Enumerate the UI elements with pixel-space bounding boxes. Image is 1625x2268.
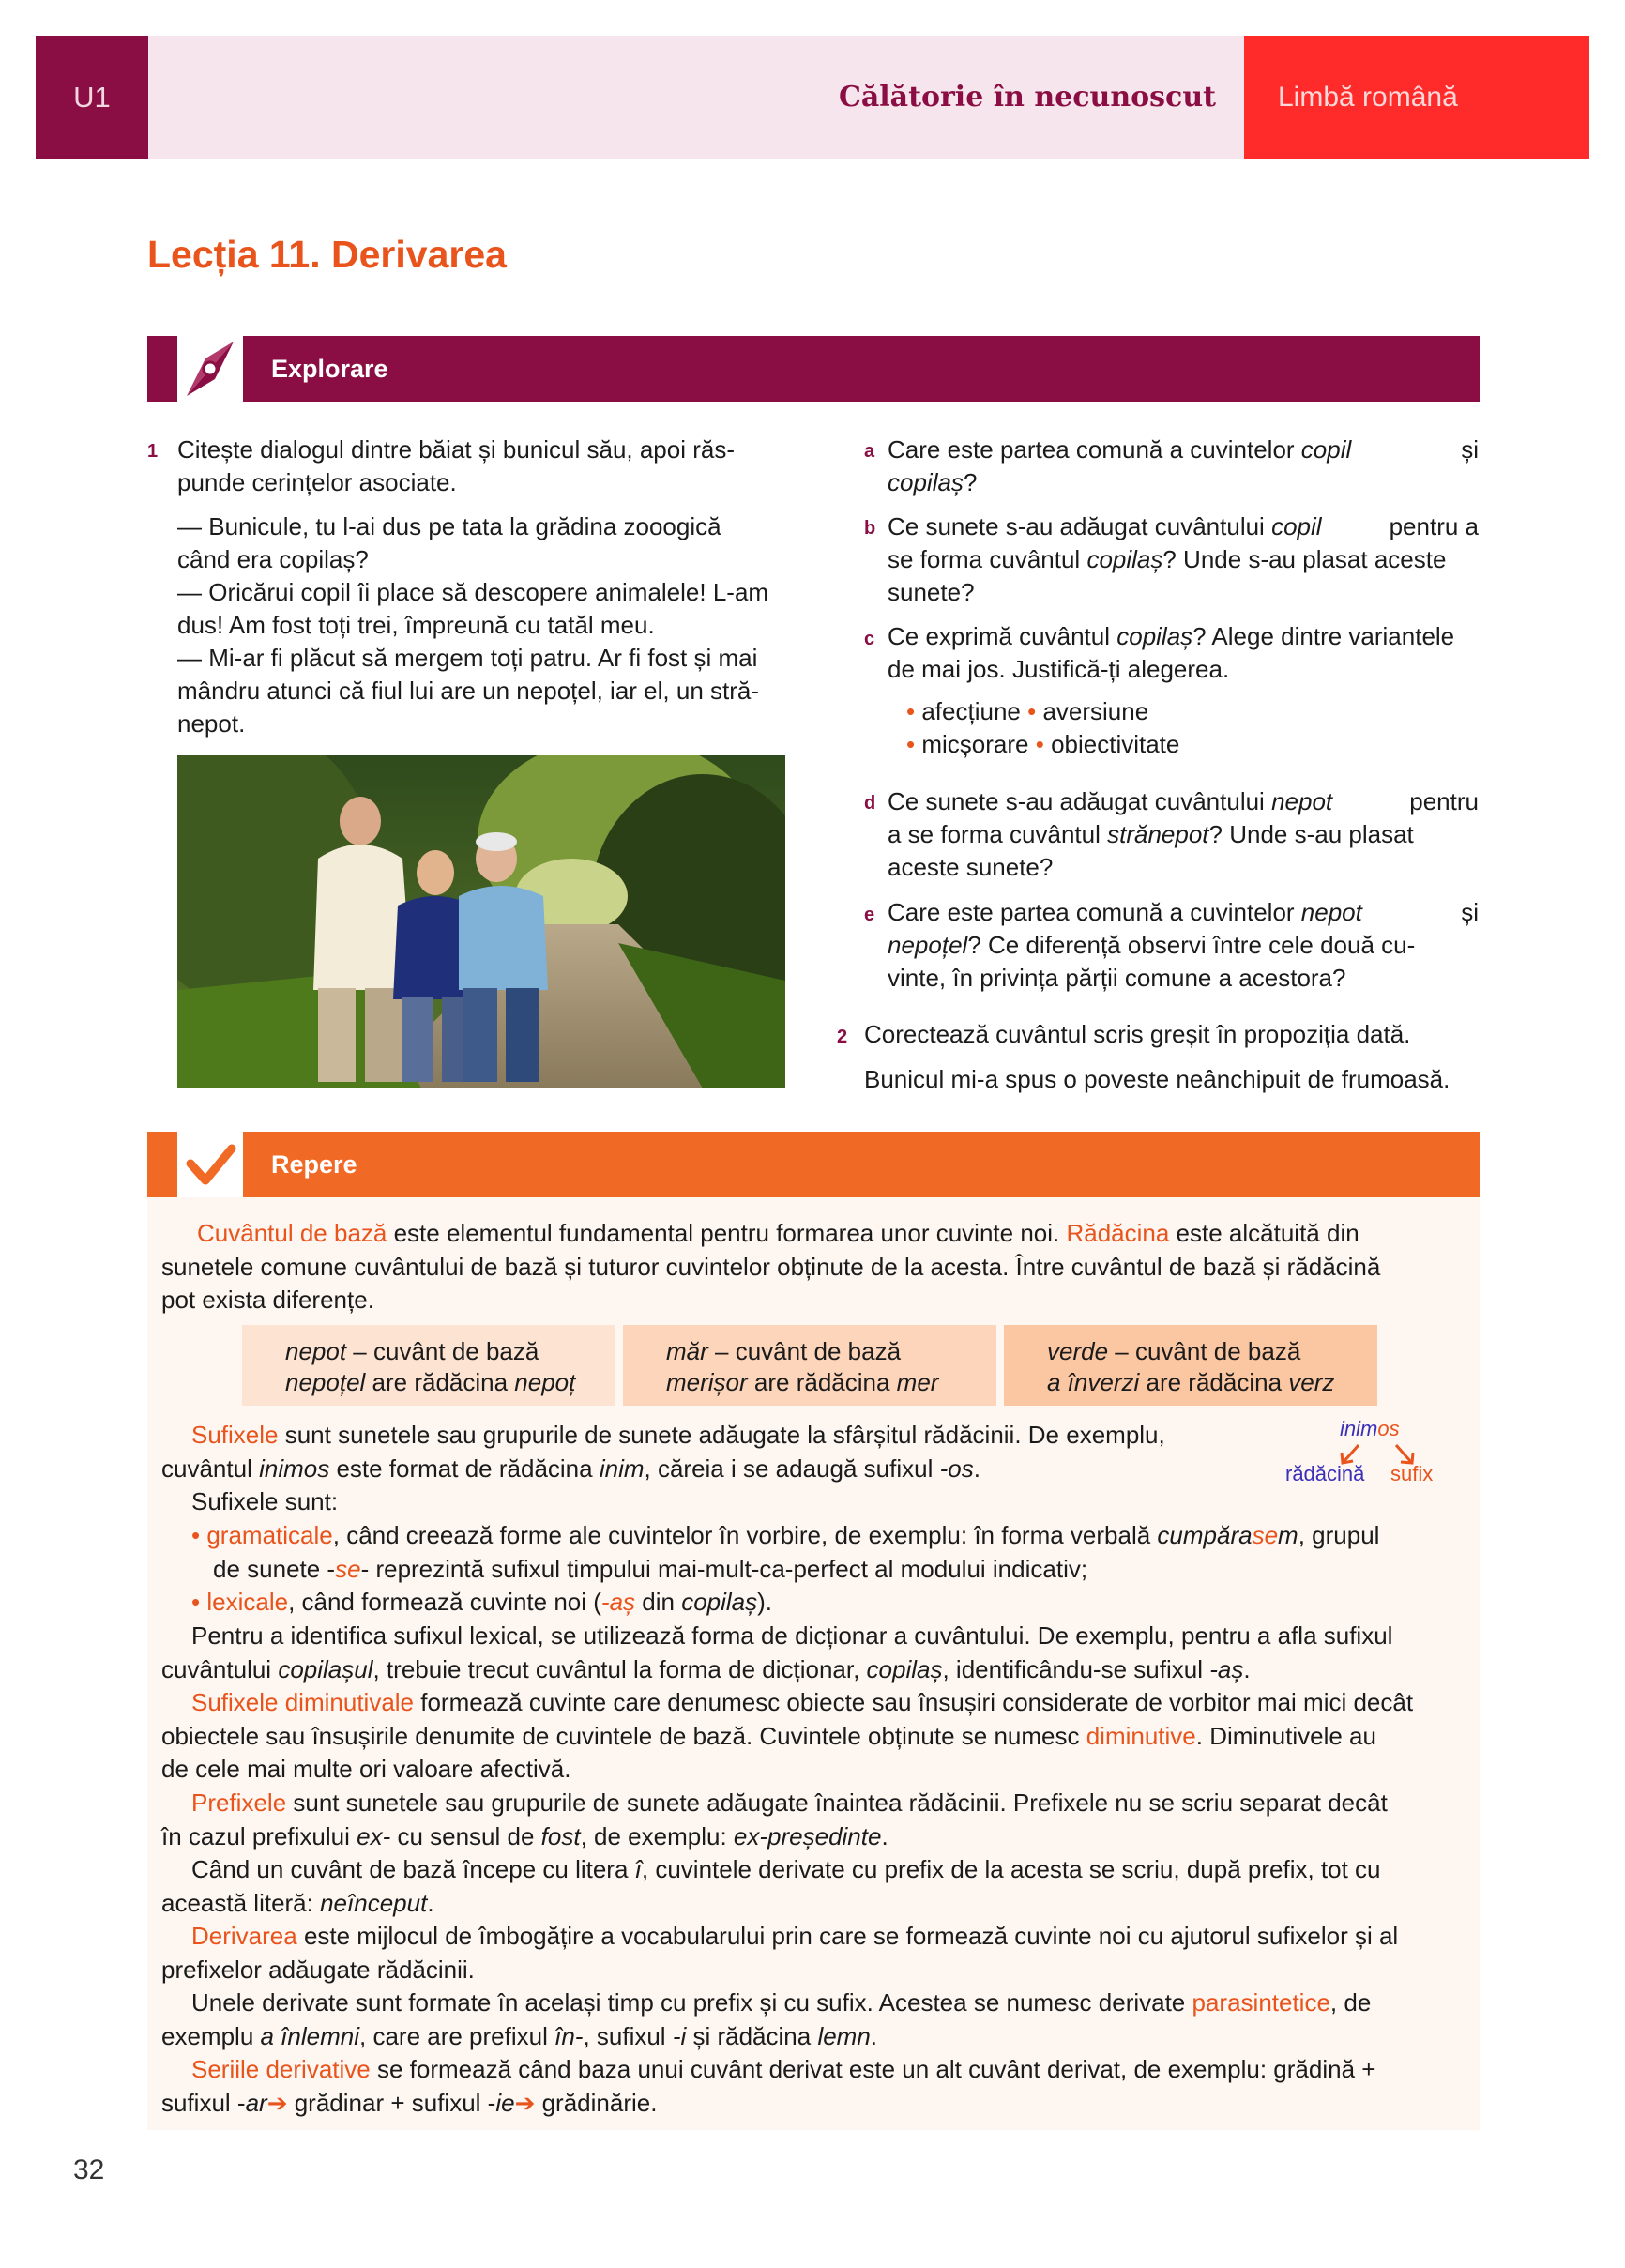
checkmark-icon — [177, 1132, 243, 1197]
lexical-suffixes: • lexicale, când formează cuvinte noi (-aș din copilaș). — [191, 1588, 773, 1616]
question-c: Ce exprimă cuvântul copilaș? Alege dintre variantele de mai jos. Justifică-ți alegerea. — [888, 622, 1455, 683]
option: aversiune — [1042, 697, 1149, 725]
option: afecțiune — [921, 697, 1021, 725]
question-letter-d: d — [864, 793, 876, 814]
example-box: măr – cuvânt de bază merișor are rădăcina mer — [623, 1325, 996, 1406]
compass-icon — [177, 336, 243, 402]
header-band — [148, 36, 1244, 159]
grammatical-suffixes: • gramaticale, când creează forme ale cuvintelor în vorbire, de exemplu: în forma verbală cumpărasem, grupul de sunete -se- reprezintă sufixul timpului mai-mult-ca-perfect al modului indicativ; — [191, 1521, 1380, 1583]
dialog-text: — Bunicule, tu l-ai dus pe tata la grădina zooogică când era copilaș? — Oricărui copil îi place să descopere animalele! L-am dus! Am fost toți trei, împreună cu tatăl meu. — Mi-ar fi plăcut să mergem toți patru. Ar fi fost și mai mândru atunci că fiul lui are un nepoțel, iar el, un stră- nepot. — [177, 512, 769, 738]
question-letter-c: c — [864, 629, 875, 649]
exercise-1-intro: Citește dialogul dintre băiat și bunicul său, apoi răs- punde cerințelor asociate. — [177, 435, 736, 496]
family-walk-photo — [177, 755, 785, 1088]
option: micșorare — [921, 730, 1029, 758]
question-a: Care este partea comună a cuvintelor copil și copilaș? — [888, 435, 1479, 496]
exercise-number: 2 — [837, 1027, 848, 1047]
diminutive-paragraph: Sufixele diminutivale formează cuvinte care denumesc obiecte sau însușiri considerate de vorbitor mai mici decât obiectele sau însușirile denumite de cuvintele de bază. Cuvintele obținute se numesc diminutive. Diminutivele au de cele mai multe ori valoare afectivă. — [161, 1688, 1414, 1783]
derivation-paragraph: Derivarea este mijlocul de îmbogățire a vocabularului prin care se formează cuvinte noi cu ajutorul sufixelor și al prefixelor adăugate rădăcinii. — [161, 1922, 1399, 1984]
root-suffix-diagram — [1276, 1417, 1464, 1492]
question-e: Care este partea comună a cuvintelor nepot și nepoțel? Ce diferență observi între cele două cu- vinte, în privința părții comune a acestora? — [888, 898, 1479, 992]
exercise-2-task: Corectează cuvântul scris greșit în propoziția dată. — [864, 1020, 1411, 1048]
arrow-right-icon: ➔ — [514, 2088, 536, 2117]
explore-label: Explorare — [243, 336, 1480, 402]
repere-section-bar — [147, 1132, 1480, 1197]
diagram-word: inimos — [1340, 1417, 1400, 1440]
arrow-right-icon: ➔ — [266, 2088, 288, 2117]
exercise-2-sentence: Bunicul mi-a spus o poveste neânchipuit de frumoasă. — [864, 1065, 1450, 1093]
unit-label: U1 — [36, 36, 148, 159]
suffix-label: sufix — [1390, 1462, 1434, 1485]
exercise-number: 1 — [147, 441, 159, 462]
base-word-paragraph: Cuvântul de bază este elementul fundamental pentru formarea unor cuvinte noi. Rădăcina este alcătuită din sunetele comune cuvântului de bază și tuturor cuvintelor obținute de la acesta. Între cuvântul de bază și rădăcină pot exista diferențe. — [161, 1219, 1381, 1314]
explore-section-bar — [147, 336, 1480, 402]
question-letter-b: b — [864, 518, 876, 539]
i-letter-paragraph: Când un cuvânt de bază începe cu litera î, cuvintele derivate cu prefix de la acesta se scriu, după prefix, tot cu această literă: neînceput. — [161, 1855, 1381, 1917]
question-letter-e: e — [864, 905, 875, 925]
prefix-paragraph: Prefixele sunt sunetele sau grupurile de sunete adăugate înaintea rădăcinii. Prefixele nu se scriu separat decât în cazul prefixului ex- cu sensul de fost, de exemplu: ex-președinte. — [161, 1789, 1388, 1850]
book-title: Călătorie în necunoscut — [838, 81, 1216, 114]
page-header — [36, 36, 1589, 159]
question-d: Ce sunete s-au adăugat cuvântului nepot pentru a se forma cuvântul strănepot? Unde s-au plasat aceste sunete? — [888, 787, 1479, 881]
identify-suffix-paragraph: Pentru a identifica sufixul lexical, se utilizează forma de dicționar a cuvântului. De exemplu, pentru a afla sufixul cuvântului copilașul, trebuie trecut cuvântul la forma de dicționar, copilaș, identificându-se sufixul -aș. — [161, 1621, 1393, 1683]
subject-label: Limbă română — [1244, 36, 1589, 159]
derivative-series-paragraph: Seriile derivative se formează când baza unui cuvânt derivat este un alt cuvânt derivat, de exemplu: grădină + sufixul -ar➔ grădinar + sufixul -ie➔ grădinărie. — [161, 2055, 1376, 2117]
options-list: • afecțiune • aversiune • micșorare • obiectivitate — [906, 697, 1180, 758]
page-number: 32 — [73, 2154, 105, 2185]
option: obiectivitate — [1051, 730, 1180, 758]
example-box: nepot – cuvânt de bază nepoțel are rădăcina nepoț — [242, 1325, 615, 1406]
question-b: Ce sunete s-au adăugat cuvântului copil pentru a se forma cuvântul copilaș? Unde s-au plasat aceste sunete? — [888, 512, 1479, 606]
parasynthetic-paragraph: Unele derivate sunt formate în același timp cu prefix și cu sufix. Acestea se numesc derivate parasintetice, de exemplu a înlemni, care are prefixul în-, sufixul -i și rădăcina lemn. — [161, 1988, 1372, 2050]
question-letter-a: a — [864, 441, 875, 462]
root-label: rădăcină — [1285, 1462, 1365, 1485]
example-box: verde – cuvânt de bază a înverzi are rădăcina verz — [1004, 1325, 1377, 1406]
suffix-paragraph: Sufixele sunt sunetele sau grupurile de sunete adăugate la sfârșitul rădăcinii. De exemplu, cuvântul inimos este format de rădăcina inim, căreia i se adaugă sufixul -os. Sufixele sunt: — [161, 1421, 1165, 1515]
repere-label: Repere — [243, 1132, 1480, 1197]
lesson-title: Lecția 11. Derivarea — [147, 233, 507, 276]
